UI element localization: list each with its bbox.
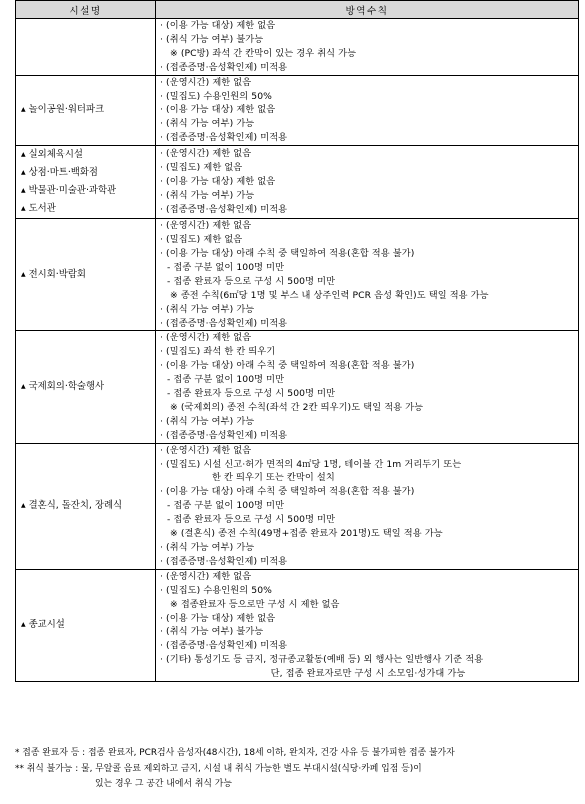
footnotes [15,746,578,793]
measure-line: - 접종 완료자 등으로 구성 시 500명 미만 [167,388,336,400]
facility-cell [16,19,156,76]
measure-line: · (이용 가능 대상) 아래 수칙 중 택일하여 적용(혼합 적용 불가) [160,247,415,259]
measure-line: · (운영시간) 제한 없음 [160,570,252,582]
facility-name: 실외체육시설 [28,149,83,161]
measure-line: · (취식 가능 여부) 가능 [160,415,255,427]
facility-name-line [21,182,155,200]
measure-line: · (접종증명·음성확인제) 미적용 [160,132,288,144]
facility-name-line [21,200,155,218]
footnote-2: ** 취식 불가능 : 물, 무알콜 음료 제외하고 금지, 시설 내 취식 가능한 별도 부대시설(식당·카페 입점 등)이 [15,763,422,774]
measure-line: ※ (PC방) 좌석 간 칸막이 있는 경우 취식 가능 [170,47,357,59]
measure-line: · (이용 가능 대상) 제한 없음 [160,104,276,116]
facility-name-line [21,146,155,164]
measure-line: · (밀집도) 제한 없음 [160,234,243,246]
measure-line: · (밀집도) 시설 신고·허가 면적의 4㎡당 1명, 테이블 간 1m 거리두기 또는 [160,458,462,470]
triangle-bullet-icon: ▲ [21,502,26,510]
facility-name-line [21,378,155,396]
facility-name: 놀이공원·워터파크 [28,104,105,116]
facility-cell [16,443,156,569]
measure-line: · (취식 가능 여부) 가능 [160,303,255,315]
facility-cell [16,146,156,219]
triangle-bullet-icon: ▲ [21,205,26,213]
facility-name: 도서관 [28,203,56,215]
facility-cell [16,569,156,681]
measure-line: · (접종증명·음성확인제) 미적용 [160,640,288,652]
table-row [16,331,579,443]
footnote-2-continued: 있는 경우 그 공간 내에서 취식 가능 [95,779,232,789]
facility-name: 상점·마트·백화점 [28,167,98,179]
measure-line: 한 칸 띄우기 또는 칸막이 설치 [212,472,335,484]
measure-line: - 접종 구분 없이 100명 미만 [167,500,285,512]
measure-line: · (밀집도) 좌석 한 칸 띄우기 [160,346,276,358]
measure-line: · (취식 가능 여부) 불가능 [160,33,264,45]
table-row [16,569,579,681]
table-body [16,19,579,682]
facility-name: 박물관·미술관·과학관 [28,185,117,197]
measure-line: ※ 종전 수칙(6㎡당 1명 및 부스 내 상주인력 PCR 음성 확인)도 택일 적용 가능 [170,289,489,301]
measures-cell [156,19,579,76]
facility-name-line [21,101,155,119]
measure-line: · (밀집도) 수용인원의 50% [160,584,272,596]
facility-cell [16,219,156,331]
measure-line: · (접종증명·음성확인제) 미적용 [160,317,288,329]
measure-line: · (접종증명·음성확인제) 미적용 [160,61,288,73]
measure-line: · (접종증명·음성확인제) 미적용 [160,429,288,441]
facility-name: 종교시설 [28,619,65,631]
facility-name-line [21,266,155,284]
triangle-bullet-icon: ▲ [21,270,26,278]
rules-table-wrapper [15,0,578,682]
measure-line: · (밀집도) 수용인원의 50% [160,90,272,102]
table-header-row [16,1,579,19]
measure-line: · (운영시간) 제한 없음 [160,148,252,160]
measure-line: · (이용 가능 대상) 제한 없음 [160,20,276,31]
measure-line: ※ (결혼식) 종전 수칙(49명+접종 완료자 201명)도 택일 적용 가능 [170,528,443,540]
measure-line: · (취식 가능 여부) 불가능 [160,626,264,638]
table-row [16,443,579,569]
measure-line: · (운영시간) 제한 없음 [160,444,252,456]
triangle-bullet-icon: ▲ [21,169,26,177]
measures-cell [156,443,579,569]
measure-line: · (취식 가능 여부) 가능 [160,190,255,202]
triangle-bullet-icon: ▲ [21,383,26,391]
measure-line: · (이용 가능 대상) 아래 수칙 중 택일하여 적용(혼합 적용 불가) [160,360,415,372]
facility-name: 국제회의·학술행사 [28,381,105,393]
measure-line: · (운영시간) 제한 없음 [160,332,252,344]
facility-name-line [21,497,155,515]
measure-line: · (이용 가능 대상) 제한 없음 [160,176,276,188]
table-row [16,75,579,146]
table-row [16,146,579,219]
measures-cell [156,75,579,146]
triangle-bullet-icon: ▲ [21,106,26,114]
measure-line: · (운영시간) 제한 없음 [160,220,252,232]
triangle-bullet-icon: ▲ [21,621,26,629]
measure-line: · (밀집도) 제한 없음 [160,162,243,174]
measures-cell [156,146,579,219]
measure-line: - 접종 완료자 등으로 구성 시 500명 미만 [167,275,336,287]
measure-line: · (접종증명·음성확인제) 미적용 [160,555,288,567]
footnote-1: * 접종 완료자 등 : 접종 완료자, PCR검사 음성자(48시간), 18세 이하, 완치자, 건강 사유 등 불가피한 접종 불가자 [15,748,455,758]
measure-line: · (기타) 통성기도 등 금지, 정규종교활동(예배 등) 외 행사는 일반행사 기준 적용 [160,654,484,666]
measure-line: · (이용 가능 대상) 제한 없음 [160,612,276,624]
facility-name: 결혼식, 돌잔치, 장례식 [28,500,123,512]
triangle-bullet-icon: ▲ [21,151,26,159]
measures-cell [156,331,579,443]
measures-cell [156,219,579,331]
facility-name-line [21,164,155,182]
facility-cell [16,75,156,146]
quarantine-rules-table [15,0,579,682]
header-measures: 방역수칙 [156,1,579,19]
facility-name: 전시회·박람회 [28,268,86,280]
measure-line: 단, 접종 완료자로만 구성 시 소모임·성가대 가능 [270,668,466,680]
measure-line: ※ (국제회의) 종전 수칙(좌석 간 2칸 띄우기)도 택일 적용 가능 [170,401,424,413]
table-row [16,219,579,331]
measure-line: ※ 접종완료자 등으로만 구성 시 제한 없음 [170,598,340,610]
measure-line: · (접종증명·음성확인제) 미적용 [160,204,288,216]
triangle-bullet-icon: ▲ [21,187,26,195]
measures-cell [156,569,579,681]
measure-line: · (이용 가능 대상) 아래 수칙 중 택일하여 적용(혼합 적용 불가) [160,486,415,498]
facility-name-line [21,616,155,634]
measure-line: · (운영시간) 제한 없음 [160,76,252,88]
measure-line: - 접종 완료자 등으로 구성 시 500명 미만 [167,514,336,526]
measure-line: · (취식 가능 여부) 가능 [160,118,255,130]
measure-line: · (취식 가능 여부) 가능 [160,542,255,553]
measure-line: - 접종 구분 없이 100명 미만 [167,374,285,386]
facility-cell [16,331,156,443]
table-row [16,19,579,76]
measure-line: - 접종 구분 없이 100명 미만 [167,261,285,273]
header-facility: 시설명 [16,1,156,19]
